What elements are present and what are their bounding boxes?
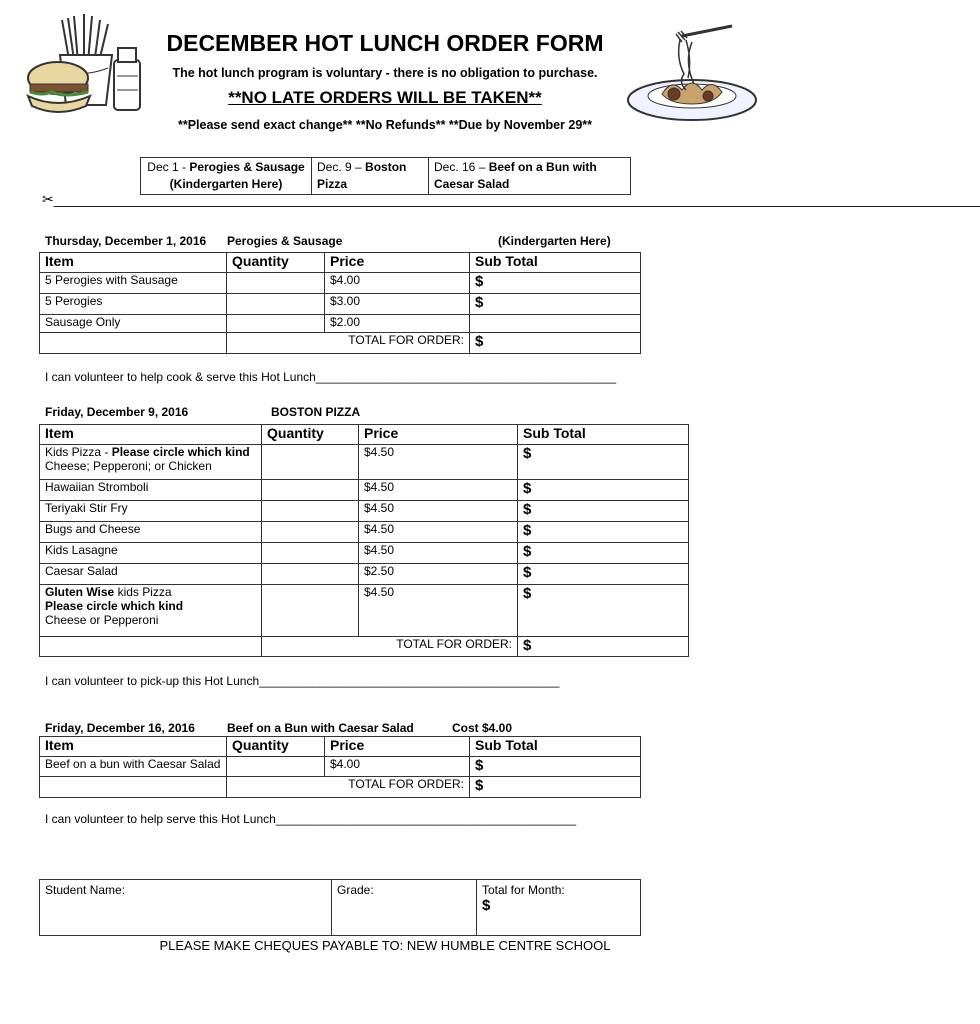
total-value[interactable]: $ [470, 777, 641, 798]
header-quantity: Quantity [227, 737, 325, 757]
header-item: Item [40, 737, 227, 757]
table-row: Caesar Salad $2.50 $ [40, 564, 689, 585]
subtotal-cell[interactable]: $ [518, 445, 689, 480]
table-row: Bugs and Cheese $4.50 $ [40, 522, 689, 543]
section1-date: Thursday, December 1, 2016 [45, 234, 207, 248]
quantity-cell[interactable] [262, 445, 359, 480]
header-price: Price [325, 253, 470, 273]
table-row: Beef on a bun with Caesar Salad $4.00 $ [40, 757, 641, 777]
schedule-dec16: Dec. 16 – Beef on a Bun with Caesar Salad [429, 158, 631, 195]
subtotal-cell[interactable]: $ [518, 543, 689, 564]
table-row: Teriyaki Stir Fry $4.50 $ [40, 501, 689, 522]
section3-cost: Cost $4.00 [452, 721, 513, 735]
section3-table [39, 736, 641, 798]
quantity-cell[interactable] [262, 522, 359, 543]
subtotal-cell[interactable]: $ [470, 757, 641, 777]
grade-field[interactable]: Grade: [332, 880, 477, 936]
student-table [39, 879, 641, 936]
quantity-cell[interactable] [262, 543, 359, 564]
section2-table [39, 424, 689, 657]
subtotal-cell[interactable]: $ [518, 585, 689, 637]
table-row: Kids Pizza - Please circle which kind Cheese; Pepperoni; or Chicken $4.50 $ [40, 445, 689, 480]
subtotal-cell[interactable]: $ [518, 501, 689, 522]
total-label: TOTAL FOR ORDER: [227, 333, 470, 354]
cut-line: ✂_______________________________________________________________________________________________________________________ [42, 191, 980, 207]
table-row: Kids Lasagne $4.50 $ [40, 543, 689, 564]
section1-meal: Perogies & Sausage [227, 234, 343, 248]
header-item: Item [40, 425, 262, 445]
total-label: TOTAL FOR ORDER: [227, 777, 470, 798]
month-total-field[interactable]: Total for Month: $ [477, 880, 641, 936]
total-row [40, 777, 641, 798]
student-name-field[interactable]: Student Name: [40, 880, 332, 936]
subtotal-cell[interactable]: $ [518, 522, 689, 543]
table-row: Gluten Wise kids Pizza Please circle which kind Cheese or Pepperoni $4.50 $ [40, 585, 689, 637]
total-value[interactable]: $ [518, 637, 689, 657]
quantity-cell[interactable] [262, 501, 359, 522]
schedule-dec9: Dec. 9 – Boston Pizza [312, 158, 429, 195]
table-row: 5 Perogies with Sausage $4.00 $ [40, 273, 641, 294]
section3-date: Friday, December 16, 2016 [45, 721, 195, 735]
quantity-cell[interactable] [262, 480, 359, 501]
form-subtitle: The hot lunch program is voluntary - there is no obligation to purchase. [172, 66, 598, 80]
order-notes: **Please send exact change** **No Refunds** **Due by November 29** [177, 118, 593, 132]
cheque-instructions: PLEASE MAKE CHEQUES PAYABLE TO: NEW HUMBLE CENTRE SCHOOL [159, 938, 611, 953]
subtotal-cell[interactable]: $ [470, 273, 641, 294]
late-notice: **NO LATE ORDERS WILL BE TAKEN** [228, 88, 542, 107]
schedule-table [140, 157, 631, 195]
section2-meal: BOSTON PIZZA [271, 405, 361, 419]
schedule-dec1: Dec 1 - Perogies & Sausage (Kindergarten Here) [141, 158, 312, 195]
table-row: Hawaiian Stromboli $4.50 $ [40, 480, 689, 501]
subtotal-cell[interactable]: $ [470, 294, 641, 315]
table-row: 5 Perogies $3.00 $ [40, 294, 641, 315]
volunteer-line-2[interactable]: I can volunteer to pick-up this Hot Lunch_____________________________________________ [45, 674, 560, 688]
header-subtotal: Sub Total [518, 425, 689, 445]
header-quantity: Quantity [262, 425, 359, 445]
header-quantity: Quantity [227, 253, 325, 273]
header-item: Item [40, 253, 227, 273]
subtotal-cell[interactable]: $ [518, 480, 689, 501]
quantity-cell[interactable] [262, 564, 359, 585]
subtotal-cell[interactable] [470, 315, 641, 333]
header-subtotal: Sub Total [470, 737, 641, 757]
total-row [40, 333, 641, 354]
subtotal-cell[interactable]: $ [518, 564, 689, 585]
quantity-cell[interactable] [227, 273, 325, 294]
section3-meal: Beef on a Bun with Caesar Salad [227, 721, 414, 735]
total-value[interactable]: $ [470, 333, 641, 354]
volunteer-line-1[interactable]: I can volunteer to help cook & serve this Hot Lunch_____________________________________________ [45, 370, 617, 384]
section1-table [39, 252, 641, 354]
table-row: Sausage Only $2.00 [40, 315, 641, 333]
section1-note: (Kindergarten Here) [498, 234, 611, 248]
section2-date: Friday, December 9, 2016 [45, 405, 189, 419]
header-price: Price [325, 737, 470, 757]
quantity-cell[interactable] [227, 294, 325, 315]
quantity-cell[interactable] [262, 585, 359, 637]
volunteer-line-3[interactable]: I can volunteer to help serve this Hot Lunch_____________________________________________ [45, 812, 577, 826]
quantity-cell[interactable] [227, 757, 325, 777]
form-title: DECEMBER HOT LUNCH ORDER FORM [166, 30, 604, 56]
header-subtotal: Sub Total [470, 253, 641, 273]
total-label: TOTAL FOR ORDER: [262, 637, 518, 657]
quantity-cell[interactable] [227, 315, 325, 333]
header-price: Price [359, 425, 518, 445]
total-row [40, 637, 689, 657]
